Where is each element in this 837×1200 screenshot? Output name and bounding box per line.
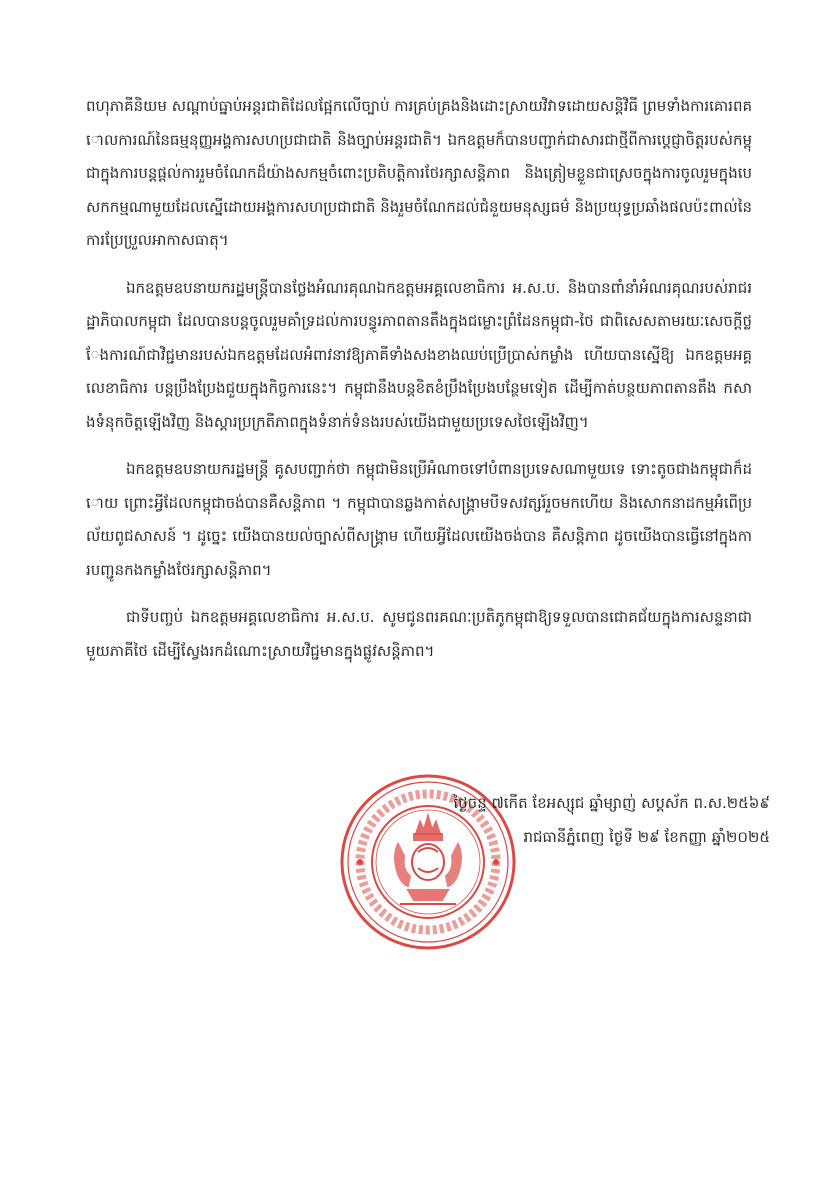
place-and-date: រាជធានីភ្នំពេញ ថ្ងៃទី ២៩ ខែកញ្ញា ឆ្នាំ២០២៥ (523, 828, 770, 846)
paragraph-3: ឯកឧត្តមឧបនាយករដ្ឋមន្ត្រី គូសបញ្ជាក់ថា កម្ពុជាមិនប្រើអំណាចទៅបំពានប្រទេសណាមួយទេ ទោះតូចជាងកម្ពុជាក៏ដោយ ព្រោះអ្វីដែលកម្ពុជាចង់បានគឺសន្តិភាព ។ កម្ពុជាបានឆ្លងកាត់សង្គ្រាមបីទសវត្សរ៍រួចមកហើយ និងសោកនាដកម្មអំពើប្រល័យពូជសាសន៍ ។ ដូច្នេះ យើងបានយល់ច្បាស់ពីសង្គ្រាម ហើយអ្វីដែលយើងចង់បាន គឺសន្តិភាព ដូចយើងបានធ្វើនៅក្នុងការបញ្ជូនកងកម្លាំងថែរក្សាសន្តិភាព។ (86, 460, 752, 579)
paragraph-4: ជាទីបញ្ចប់ ឯកឧត្តមអគ្គលេខាធិការ អ.ស.ប. សូមជូនពរគណៈប្រតិភូកម្ពុជាឱ្យទទួលបានជោគជ័យក្នុងការសន្ទនាជាមួយភាគីថៃ ដើម្បីស្វែងរកដំណោះស្រាយវិជ្ជមានក្នុងផ្លូវសន្តិភាព។ (86, 608, 752, 660)
signature-block (370, 786, 770, 854)
paragraph-2: ឯកឧត្តមឧបនាយករដ្ឋមន្ត្រីបានថ្លែងអំណរគុណឯកឧត្តមអគ្គលេខាធិការ អ.ស.ប. និងបានពាំនាំអំណរគុណរបស់រាជរដ្ឋាភិបាលកម្ពុជា ដែលបានបន្តចូលរួមគាំទ្រដល់ការបន្ធូរភាពតានតឹងក្នុងជម្លោះព្រំដែនកម្ពុជា-ថៃ ជាពិសេសតាមរយៈសេចក្តីថ្លែងការណ៍ជាវិជ្ជមានរបស់ឯកឧត្តមដែលអំពាវនាវឱ្យភាគីទាំងសងខាងឈប់ប្រើប្រាស់កម្លាំង ហើយបានស្នើឱ្យ ឯកឧត្តមអគ្គលេខាធិការ បន្តប្រឹងប្រែងជួយក្នុងកិច្ចការនេះ។ កម្ពុជានឹងបន្តខិតខំប្រឹងប្រែងបន្ថែមទៀត ដើម្បីកាត់បន្ថយភាពតានតឹង កសាងទំនុកចិត្តឡើងវិញ និងស្តារប្រក្រតីភាពក្នុងទំនាក់ទំនងរបស់យើងជាមួយប្រទេសថៃឡើងវិញ។ (86, 278, 752, 431)
lunar-date: ថ្ងៃចន្ទ ៧កើត ខែអស្សុជ ឆ្នាំម្សាញ់ សប្តស័ក ព.ស.២៥៦៩ (453, 794, 770, 812)
document-body (86, 90, 752, 682)
paragraph-1: ពហុភាគីនិយម សណ្តាប់ធ្នាប់អន្តរជាតិដែលផ្អែកលើច្បាប់ ការគ្រប់គ្រងនិងដោះស្រាយវិវាទដោយសន្តិវិធី ព្រមទាំងការគោរពគោលការណ៍នៃធម្មនុញ្ញអង្គការសហប្រជាជាតិ និងច្បាប់អន្តរជាតិ។ ឯកឧត្តមក៏បានបញ្ជាក់ជាសារជាថ្មីពីការប្តេជ្ញាចិត្តរបស់កម្ពុជាក្នុងការបន្តផ្តល់ការរួមចំណែកដ៏យ៉ាងសកម្មចំពោះប្រតិបត្តិការថែរក្សាសន្តិភាព និងត្រៀមខ្លួនជាស្រេចក្នុងការចូលរួមក្នុងបេសកកម្មណាមួយដែលស្នើដោយអង្គការសហប្រជាជាតិ និងរួមចំណែកដល់ជំនួយមនុស្សធម៌ និងប្រយុទ្ធប្រឆាំងផលប៉ះពាល់នៃការប្រែប្រួលអាកាសធាតុ។ (86, 97, 752, 249)
